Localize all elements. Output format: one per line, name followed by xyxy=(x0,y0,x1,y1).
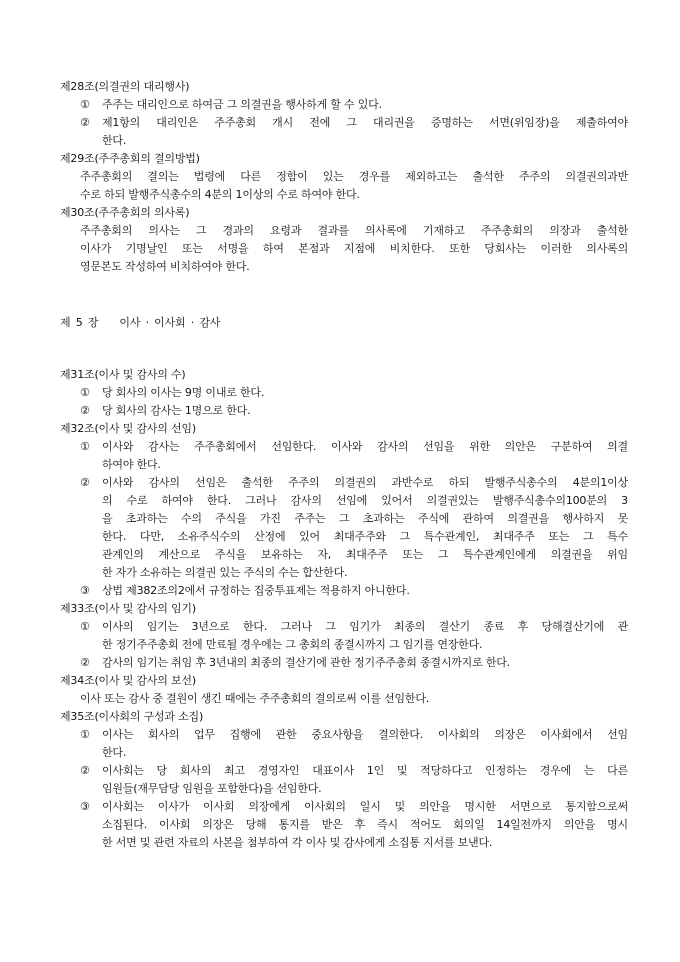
item-number: ② xyxy=(80,764,90,777)
article-32-item-2-cont: 을 초과하는 수의 주식을 가진 주주는 그 초과하는 주식에 관하여 의결권을 행사하지 못 xyxy=(102,512,628,525)
article-29-text-line-2: 수로 하되 발행주식총수의 4분의 1이상의 수로 하여야 한다. xyxy=(80,188,360,201)
item-text: 이사회는 이사가 이사회 의장에게 이사회의 일시 및 의안을 명시한 서면으로 통지함으로써 xyxy=(102,800,628,813)
article-28-item-2 xyxy=(60,114,628,132)
article-32-item-2-cont: 관계인의 계산으로 주식을 보유하는 자, 최대주주 또는 그 특수관계인에게 의결권을 위임 xyxy=(102,548,628,561)
article-35-item-3 xyxy=(60,798,628,816)
article-35-item-1-cont: 한다. xyxy=(102,746,127,759)
item-text: 이사와 감사의 선임은 출석한 주주의 의결권의 과반수로 하되 발행주식총수의 4분의1이상 xyxy=(102,476,628,489)
article-31-item-1 xyxy=(60,384,628,402)
article-29-title: 제29조(주주총회의 결의방법) xyxy=(60,152,200,165)
item-number: ③ xyxy=(80,800,90,813)
article-33-title: 제33조(이사 및 감사의 임기) xyxy=(60,602,196,615)
item-text: 제1항의 대리인은 주주총회 개시 전에 그 대리권을 증명하는 서면(위임장)을 제출하여야 xyxy=(102,116,628,129)
article-33-item-1 xyxy=(60,618,628,636)
item-number: ② xyxy=(80,404,90,417)
item-number: ① xyxy=(80,386,90,399)
article-30-text-line-1: 주주총회의 의사는 그 경과의 요령과 결과를 의사록에 기재하고 주주총회의 의장과 출석한 xyxy=(80,224,628,237)
article-31-item-2 xyxy=(60,402,628,420)
item-text: 당 회사의 이사는 9명 이내로 한다. xyxy=(102,386,265,399)
article-32-item-2-cont: 한다. 다만, 소유주식수의 산정에 있어 최대주주와 그 특수관계인, 최대주주 또는 그 특수 xyxy=(102,530,628,543)
article-35-title: 제35조(이사회의 구성과 소집) xyxy=(60,710,204,723)
article-28-item-2-cont: 한다. xyxy=(102,134,127,147)
article-35-item-2-cont: 임원들(재무담당 임원을 포함한다)을 선임한다. xyxy=(102,782,322,795)
article-35-item-1 xyxy=(60,726,628,744)
article-32-item-2-cont: 의 수로 하여야 한다. 그러나 감사의 선임에 있어서 의결권있는 발행주식총수의100분의 3 xyxy=(102,494,628,507)
document-body xyxy=(60,78,628,852)
item-text: 이사와 감사는 주주총회에서 선임한다. 이사와 감사의 선임을 위한 의안은 구분하여 의결 xyxy=(102,440,628,453)
article-34-title: 제34조(이사 및 감사의 보선) xyxy=(60,674,196,687)
article-32-item-3 xyxy=(60,582,628,600)
article-30-text-line-2: 이사가 기명날인 또는 서명을 하여 본점과 지점에 비치한다. 또한 당회사는 이러한 의사록의 xyxy=(80,242,628,255)
item-number: ① xyxy=(80,620,90,633)
article-32-item-2-cont: 한 자가 소유하는 의결권 있는 주식의 수는 합산한다. xyxy=(102,566,348,579)
item-text: 이사의 임기는 3년으로 한다. 그러나 그 임기가 최종의 결산기 종료 후 당해결산기에 관 xyxy=(102,620,628,633)
article-28-title: 제28조(의결권의 대리행사) xyxy=(60,80,190,93)
article-32-item-2 xyxy=(60,474,628,492)
item-text: 이사는 회사의 업무 집행에 관한 중요사항을 결의한다. 이사회의 의장은 이사회에서 선임 xyxy=(102,728,628,741)
article-35-item-2 xyxy=(60,762,628,780)
article-31-title: 제31조(이사 및 감사의 수) xyxy=(60,368,186,381)
item-text: 주주는 대리인으로 하여금 그 의결권을 행사하게 할 수 있다. xyxy=(102,98,382,111)
item-number: ① xyxy=(80,728,90,741)
article-33-item-1-cont: 한 정기주주총회 전에 만료될 경우에는 그 총회의 종결시까지 그 임기를 연장한다. xyxy=(102,638,483,651)
item-number: ① xyxy=(80,98,90,111)
article-30-text-line-3: 영문본도 작성하여 비치하여야 한다. xyxy=(80,260,250,273)
item-text: 감사의 임기는 취임 후 3년내의 최종의 결산기에 관한 정기주주총회 종결시까지로 한다. xyxy=(102,656,510,669)
item-number: ② xyxy=(80,656,90,669)
article-32-title: 제32조(이사 및 감사의 선임) xyxy=(60,422,196,435)
item-text: 이사회는 당 회사의 최고 경영자인 대표이사 1인 및 적당하다고 인정하는 경우에 는 다른 xyxy=(102,764,628,777)
article-32-item-1-cont: 하여야 한다. xyxy=(102,458,161,471)
item-number: ① xyxy=(80,440,90,453)
article-32-item-1 xyxy=(60,438,628,456)
article-30-title: 제30조(주주총회의 의사록) xyxy=(60,206,190,219)
article-28-item-1 xyxy=(60,96,628,114)
article-29-text-line-1: 주주총회의 결의는 법령에 다른 정함이 있는 경우를 제외하고는 출석한 주주의 의결권의과반 xyxy=(80,170,628,183)
item-number: ② xyxy=(80,476,90,489)
article-34-text-line-1: 이사 또는 감사 중 결원이 생긴 때에는 주주총회의 결의로써 이를 선임한다. xyxy=(80,692,430,705)
chapter-title: 제 5 장 이사 · 이사회 · 감사 xyxy=(60,316,221,329)
item-text: 상법 제382조의2에서 규정하는 집중투표제는 적용하지 아니한다. xyxy=(102,584,410,597)
item-number: ② xyxy=(80,116,90,129)
item-number: ③ xyxy=(80,584,90,597)
article-35-item-3-cont: 한 서면 및 관련 자료의 사본을 첨부하여 각 이사 및 감사에게 소집통 지서를 보낸다. xyxy=(102,836,493,849)
item-text: 당 회사의 감사는 1명으로 한다. xyxy=(102,404,251,417)
article-33-item-2 xyxy=(60,654,628,672)
article-35-item-3-cont: 소집된다. 이사회 의장은 당해 통지를 받은 후 즉시 적어도 회의일 14일전까지 의안을 명시 xyxy=(102,818,628,831)
